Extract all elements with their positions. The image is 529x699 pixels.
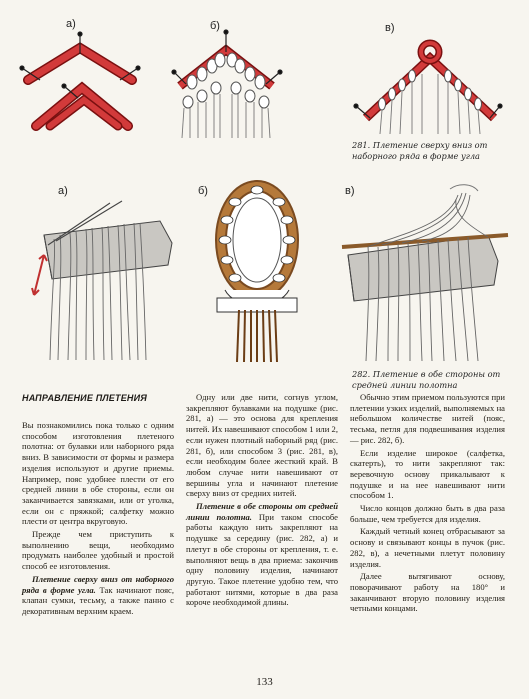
col1-paragraph-2: Прежде чем приступить к выполнению вещи, необходимо продумать наиболее удобный и простой способ ее изготовления. xyxy=(22,529,174,572)
col1-paragraph-1: Вы познакомились пока только с одним способом изготовления плетеного полотна: от булавки или наборного ряда вниз. В зависимости от формы и размера изделия используют и другие приемы. Например, пояс удобнее плести от его средней линии в обе стороны, если он заканчивается завязками, или от уголка, если он с пряжкой; салфетку можно плести от центра вкруговую. xyxy=(22,420,174,527)
col1-paragraph-3-text: Так начинают пояс, клапан сумки, тесьму, а также панно с декоративным верхним краем. xyxy=(22,584,175,616)
fig282-label-b: б) xyxy=(198,185,208,197)
col3-paragraph-5: Далее вытягивают основу, поворачивают работу на 180° и заканчивают вторую половину изделия четными концами. xyxy=(350,571,505,614)
col1-paragraph-3 xyxy=(22,574,174,617)
fig281-label-c: в) xyxy=(385,22,395,34)
col3-paragraph-3: Число концов должно быть в два раза больше, чем требуется для изделия. xyxy=(350,503,505,524)
fig282-caption: 282. Плетение в обе стороны от средней линии полотна xyxy=(352,369,501,390)
fig281-caption: 281. Плетение сверху вниз от наборного ряда в форме угла xyxy=(352,140,488,161)
col2-paragraph-2-text: При таком способе работы каждую нить закрепляют на подушке за середину (рис. 282, а) и плетут в обе стороны от крепления, т. е. выполняют вещь в два приема: закончив одну половину изделия, начинают другую. Такое плетение удобно тем, что работают нитями, которые в два раза короче необходимой длины. xyxy=(186,511,339,608)
fig282a-illustration xyxy=(30,195,180,365)
fig281-label-a: а) xyxy=(66,18,76,30)
col3-paragraph-4: Каждый четный конец отбрасывают за основу и связывают концы в пучок (рис. 282, в), а нечетными плетут половину изделия. xyxy=(350,526,505,569)
fig281-label-b: б) xyxy=(210,20,220,32)
fig281b-illustration xyxy=(168,26,288,141)
col3-paragraph-2: Если изделие широкое (салфетка, скатерть), то нити закрепляют так: веревочную основу прикалывают к подушке и на нее навешивают нити способом 1. xyxy=(350,447,505,501)
col2-paragraph-1: Одну или две нити, согнув углом, закрепляют булавками на подушке (рис. 281, а) — это основа для крепления нитей. Их навешивают способом 1 или 2, если нужен плотный наборный ряд (рис. 281, б), или способом 3 (рис. 281, в), если необходим более жесткий край. В любом случае нити навешивают от вершины угла и начинают плетение сверху вниз от средних нитей. xyxy=(186,392,338,499)
fig281c-illustration xyxy=(352,30,502,135)
col1-italic-heading: Плетение сверху вниз от наборного ряда в форме угла. xyxy=(22,573,174,595)
fig282c-illustration xyxy=(338,185,513,365)
fig282-label-a: а) xyxy=(58,185,68,197)
section-heading: НАПРАВЛЕНИЕ ПЛЕТЕНИЯ xyxy=(22,393,148,403)
col2-paragraph-2 xyxy=(186,501,338,608)
fig282b-illustration xyxy=(195,180,320,365)
page-number: 133 xyxy=(256,676,273,688)
text-column-3 xyxy=(350,392,505,616)
text-column-2 xyxy=(186,392,338,610)
fig281a-illustration xyxy=(20,28,150,128)
col3-paragraph-1: Обычно этим приемом пользуются при плетении узких изделий, выполняемых на небольшом количестве нитей (пояс, тесьма, петля для подвешивания изделия — рис. 282, б). xyxy=(350,392,505,445)
fig282-label-c: в) xyxy=(345,185,355,197)
col2-italic-heading: Плетение в обе стороны от средней линии полотна. xyxy=(186,501,338,522)
text-column-1 xyxy=(22,420,174,619)
